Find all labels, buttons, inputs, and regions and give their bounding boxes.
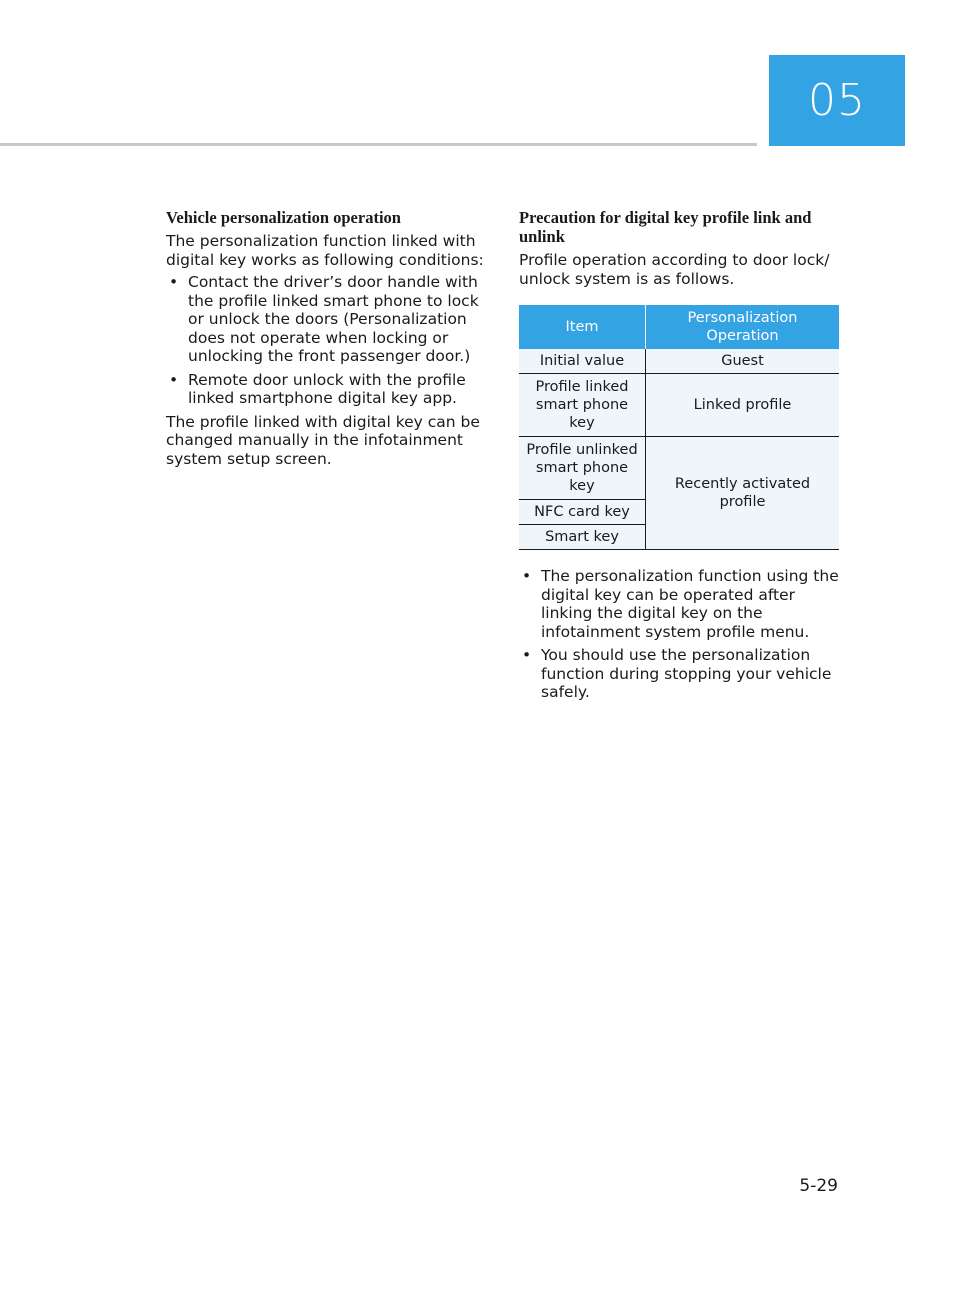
table-row xyxy=(519,349,839,374)
table-cell: Smart key xyxy=(519,525,646,550)
bullet-icon: • xyxy=(169,370,179,389)
bullet-icon: • xyxy=(169,273,179,291)
outro-paragraph: The profile linked with digital key can be changed manually in the infotainment system setup screen. xyxy=(166,412,480,468)
header-rule xyxy=(0,143,757,146)
chapter-number: 05 xyxy=(808,75,866,126)
table-cell: Profile linked smart phone key xyxy=(519,374,646,437)
intro-paragraph: Profile operation according to door lock/ unlock system is as follows. xyxy=(519,251,830,288)
bullet-icon: • xyxy=(522,567,532,585)
profile-operation-table xyxy=(519,305,839,550)
left-column xyxy=(166,208,486,472)
table-header-operation: Personalization Operation xyxy=(646,305,840,349)
list-item-text: The personalization function using the digital key can be operated after linking the digital key on the infotainment system profile menu. xyxy=(541,567,839,641)
condition-list xyxy=(166,273,486,408)
section-heading: Vehicle personalization operation xyxy=(166,208,401,227)
right-column xyxy=(519,208,839,707)
list-item xyxy=(519,646,839,702)
list-item xyxy=(519,567,839,641)
chapter-tab xyxy=(769,55,905,146)
list-item-text: You should use the personalization function during stopping your vehicle safely. xyxy=(541,646,832,701)
page-number: 5-29 xyxy=(799,1176,838,1196)
table-cell-merged: Recently activated profile xyxy=(646,437,840,550)
notice-list xyxy=(519,567,839,702)
table-cell: Profile unlinked smart phone key xyxy=(519,437,646,500)
list-item-text: Contact the driver’s door handle with the profile linked smart phone to lock or unlock the doors (Personalization does not operate when locking or unlocking the front passenger door.) xyxy=(188,273,479,365)
section-heading: Precaution for digital key profile link and unlink xyxy=(519,208,812,246)
table-cell: Guest xyxy=(646,349,840,374)
list-item xyxy=(166,273,486,366)
intro-paragraph: The personalization function linked with digital key works as following conditions: xyxy=(166,232,484,269)
list-item-text: Remote door unlock with the profile linked smartphone digital key app. xyxy=(188,370,466,407)
table-row xyxy=(519,374,839,437)
table-row xyxy=(519,437,839,500)
table-header-item: Item xyxy=(519,305,646,349)
table-cell: NFC card key xyxy=(519,500,646,525)
table-cell: Initial value xyxy=(519,349,646,374)
table-cell: Linked profile xyxy=(646,374,840,437)
bullet-icon: • xyxy=(522,646,532,664)
list-item xyxy=(166,371,486,408)
